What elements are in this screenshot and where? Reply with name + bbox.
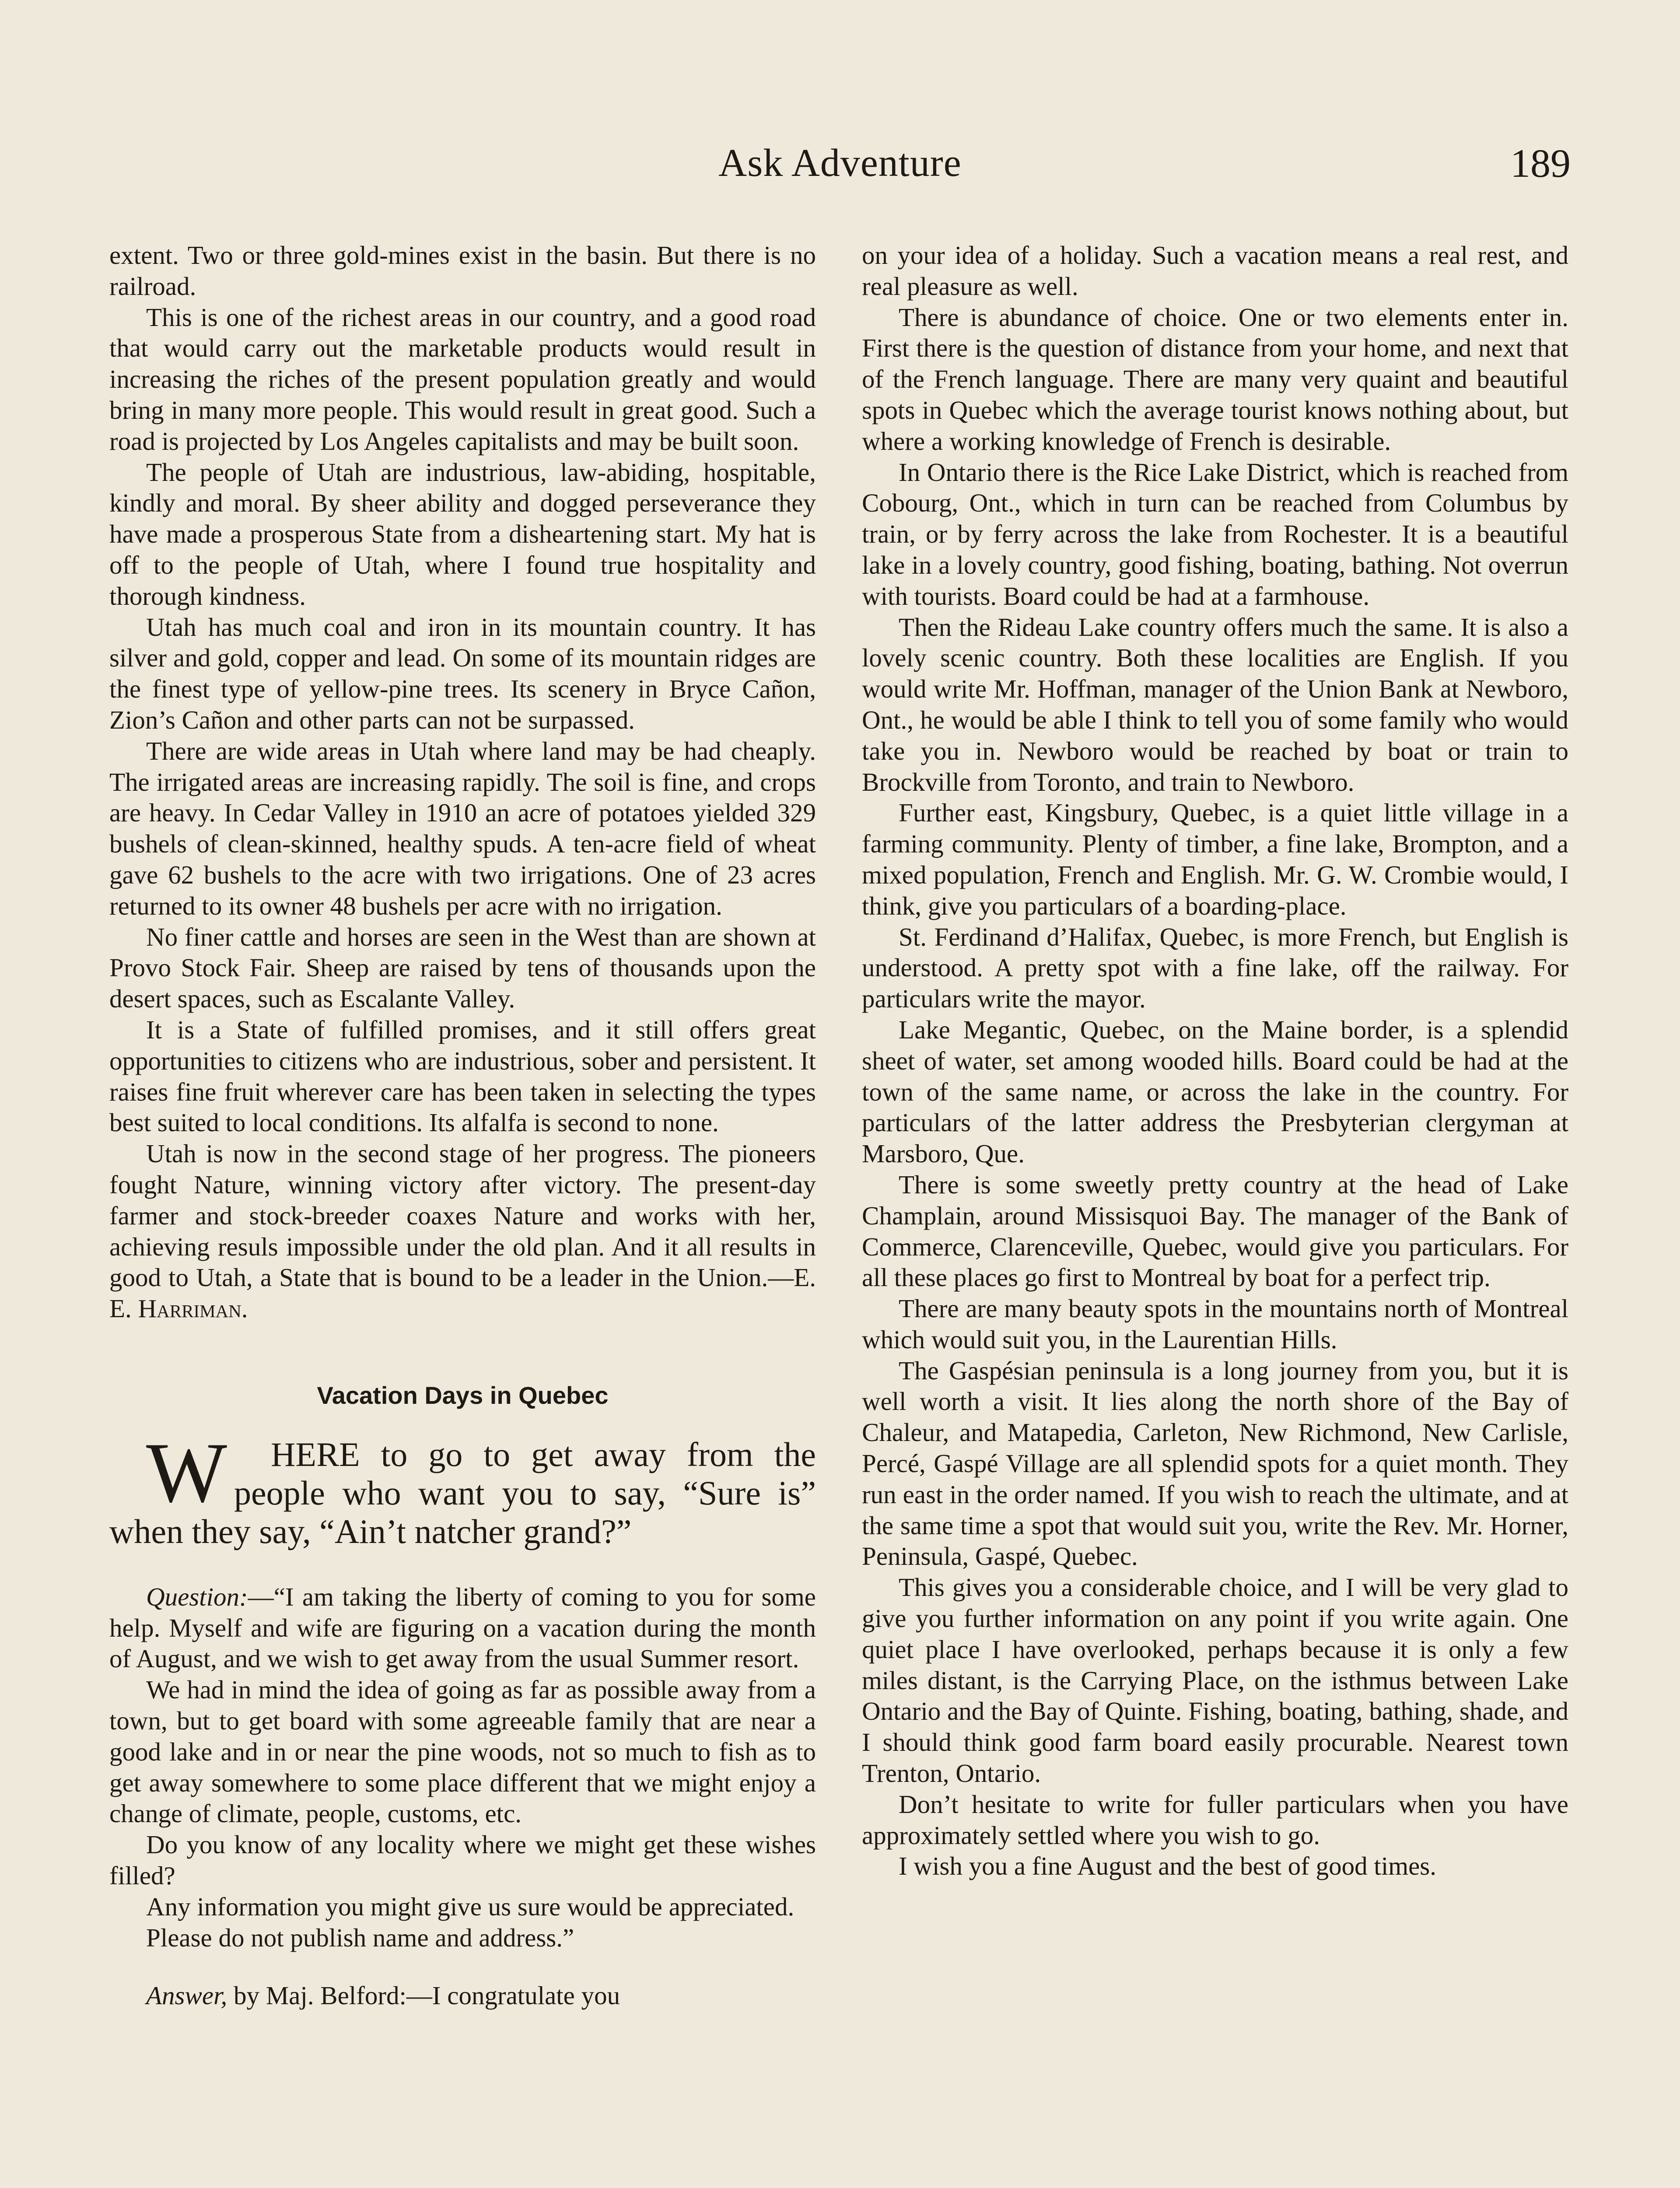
paragraph-text: Utah is now in the second stage of her progress. The pioneers fought Nature, winning victory after victory. The present-day farmer and stock-breeder coaxes Nature and works with her, achieving resuls impossible under the old plan. And it all results in good to Utah, a State that is bound to be a leader in the Union.— <box>109 1139 816 1292</box>
paragraph: We had in mind the idea of going as far as possible away from a town, but to get board with some agreeable family that are near a good lake and in or near the pine woods, not so much to fish as to get away somewhere to some place different that we might enjoy a change of climate, people, customs, etc. <box>109 1675 816 1828</box>
drop-cap: W <box>146 1425 227 1520</box>
page-header <box>109 139 1571 187</box>
paragraph: on your idea of a holiday. Such a vacation means a real rest, and real pleasure as well. <box>862 241 1568 301</box>
paragraph: There are many beauty spots in the mountains north of Montreal which would suit you, in the Laurentian Hills. <box>862 1294 1568 1354</box>
paragraph: Don’t hesitate to write for fuller particulars when you have approximately settled where you wish to go. <box>862 1789 1568 1850</box>
answer-text: by Maj. Belford:—I congratulate you <box>227 1981 620 2010</box>
paragraph: In Ontario there is the Rice Lake District, which is reached from Cobourg, Ont., which in turn can be reached from Columbus by train, or by ferry across the lake from Rochester. It is a beautiful lake in a lovely country, good fishing, boating, bathing. Not overrun with tourists. Board could be had at a farmhouse. <box>862 457 1568 610</box>
paragraph: The people of Utah are industrious, law-abiding, hospitable, kindly and moral. By sheer ability and dogged perseverance they have made a prosperous State from a disheartening start. My hat is off to the people of Utah, where I found true hospitality and thorough kindness. <box>109 457 816 610</box>
paragraph: This is one of the richest areas in our country, and a good road that would carry out the marketable products would result in increasing the riches of the present population greatly and would bring in many more people. This would result in great good. Such a road is projected by Los Angeles capitalists and may be built soon. <box>109 302 816 456</box>
section-title: Vacation Days in Quebec <box>317 1381 609 1409</box>
paragraph: Lake Megantic, Quebec, on the Maine border, is a splendid sheet of water, set among wooded hills. Board could be had at the town of the same name, or across the lake in the country. For particulars of the latter address the Presbyterian clergyman at Marsboro, Que. <box>862 1015 1568 1168</box>
paragraph: Then the Rideau Lake country offers much the same. It is also a lovely scenic country. Both these localities are English. If you would write Mr. Hoffman, manager of the Union Bank at Newboro, Ont., he would be able I think to tell you of some family who would take you in. Newboro would be reached by boat or train to Brockville from Toronto, and train to Newboro. <box>862 612 1568 796</box>
answer-label: Answer, <box>146 1981 228 2010</box>
paragraph: Please do not publish name and address.” <box>146 1923 574 1952</box>
paragraph: It is a State of fulfilled promises, and it still offers great opportunities to citizens who are industrious, sober and persistent. It raises fine fruit wherever care has been taken in selecting the types best suited to local conditions. Its alfalfa is second to none. <box>109 1015 816 1137</box>
paragraph: extent. Two or three gold-mines exist in the basin. But there is no railroad. <box>109 241 816 301</box>
lead-text: HERE to go to get away from the people who want you to say, “Sure is” when they say, “Ain’t natcher grand?” <box>109 1435 816 1550</box>
paragraph: This gives you a considerable choice, and I will be very glad to give you further information on any point if you write again. One quiet place I have overlooked, perhaps because it is only a few miles distant, is the Carrying Place, on the isthmus between Lake Ontario and the Bay of Quinte. Fishing, boating, bathing, shade, and I should think good farm board easily procurable. Nearest town Trenton, Ontario. <box>862 1573 1568 1788</box>
paragraph: I wish you a fine August and the best of good times. <box>899 1851 1437 1881</box>
page-number: 189 <box>1510 141 1571 186</box>
paragraph: St. Ferdinand d’Halifax, Quebec, is more French, but English is understood. A pretty spot with a fine lake, off the railway. For particulars write the mayor. <box>862 922 1568 1013</box>
right-column <box>862 240 1568 1882</box>
running-head: Ask Adventure <box>718 141 962 185</box>
question-text: —“I am taking the liberty of coming to you for some help. Myself and wife are figuring on a vacation during the month of August, and we wish to get away from the usual Summer resort. <box>109 1582 816 1673</box>
author-signature: E. E. Harriman. <box>109 1263 816 1323</box>
paragraph: Any information you might give us sure would be appreciated. <box>146 1892 794 1921</box>
paragraph: There is some sweetly pretty country at the head of Lake Champlain, around Missisquoi Bay. The manager of the Bank of Commerce, Clarenceville, Quebec, would give you particulars. For all these places go first to Montreal by boat for a perfect trip. <box>862 1170 1568 1292</box>
left-column <box>109 240 816 2011</box>
paragraph: The Gaspésian peninsula is a long journey from you, but it is well worth a visit. It lies along the north shore of the Bay of Chaleur, and Matapedia, Carleton, New Richmond, New Carlisle, Percé, Gaspé Village are all splendid spots for a quiet month. They run east in the order named. If you wish to reach the ultimate, and at the same time a spot that would suit you, write the Rev. Mr. Horner, Peninsula, Gaspé, Quebec. <box>862 1356 1568 1571</box>
paragraph: Further east, Kingsbury, Quebec, is a quiet little village in a farming community. Plenty of timber, a fine lake, Brompton, and a mixed population, French and English. Mr. G. W. Crombie would, I think, give you particulars of a boarding-place. <box>862 798 1568 920</box>
answer-paragraph <box>109 1980 816 2011</box>
paragraph: Utah has much coal and iron in its mountain country. It has silver and gold, copper and lead. On some of its mountain ridges are the finest type of yellow-pine trees. Its scenery in Bryce Cañon, Zion’s Cañon and other parts can not be surpassed. <box>109 612 816 734</box>
question-label: Question: <box>146 1582 248 1611</box>
lead-paragraph <box>109 1425 816 1551</box>
question-paragraph <box>109 1581 816 1674</box>
paragraph: No finer cattle and horses are seen in the West than are shown at Provo Stock Fair. Sheep are raised by tens of thousands upon the desert spaces, such as Escalante Valley. <box>109 922 816 1013</box>
paragraph <box>109 1138 816 1324</box>
paragraph: Do you know of any locality where we might get these wishes filled? <box>109 1830 816 1890</box>
paragraph: There are wide areas in Utah where land may be had cheaply. The irrigated areas are increasing rapidly. The soil is fine, and crops are heavy. In Cedar Valley in 1910 an acre of potatoes yielded 329 bushels of clean-skinned, healthy spuds. A ten-acre field of wheat gave 62 bushels to the acre with two irrigations. One of 23 acres returned to its owner 48 bushels per acre with no irrigation. <box>109 736 816 920</box>
paragraph: There is abundance of choice. One or two elements enter in. First there is the question of distance from your home, and next that of the French language. There are many very quaint and beautiful spots in Quebec which the average tourist knows nothing about, but where a working knowledge of French is desirable. <box>862 302 1568 456</box>
